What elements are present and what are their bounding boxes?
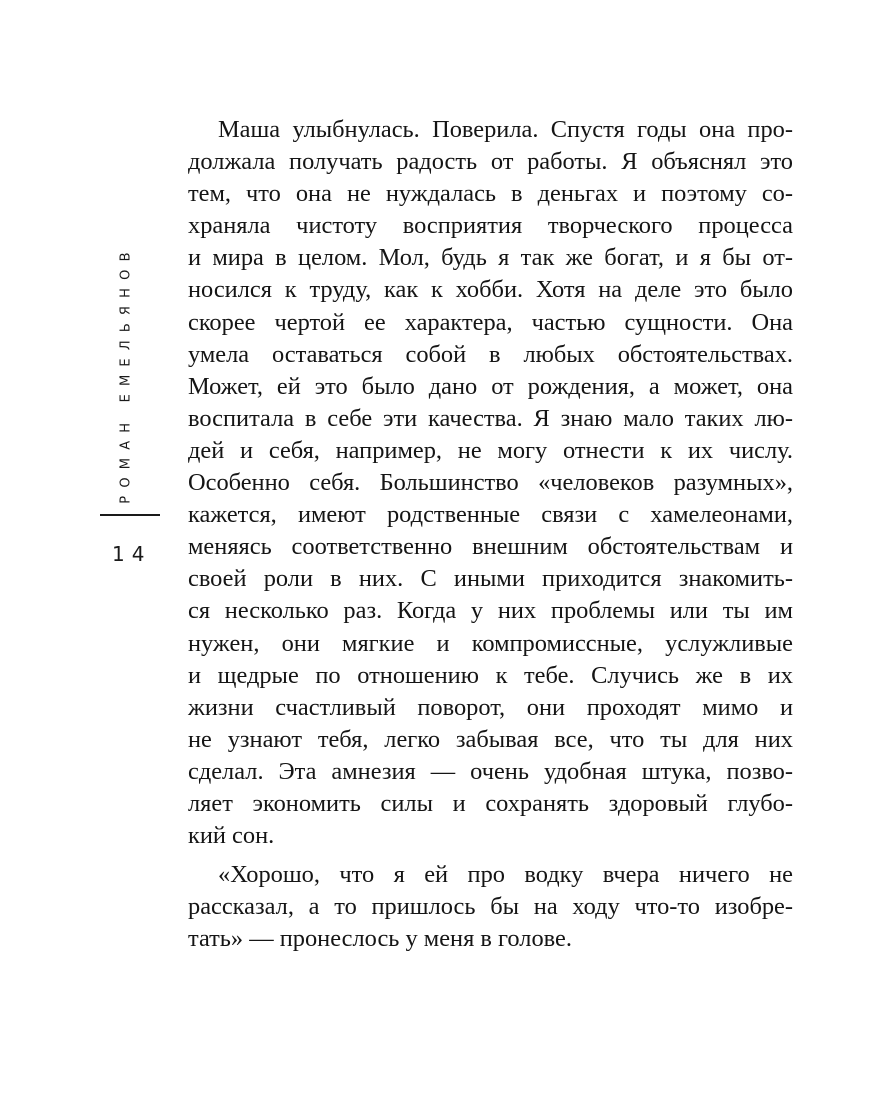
text-line: кажется, имеют родственные связи с хамелеонами, (188, 501, 793, 529)
text-line: рассказал, а то пришлось бы на ходу что-то изобре- (188, 893, 793, 921)
text-line: кий сон. (188, 822, 275, 850)
text-line: должала получать радость от работы. Я объяснял это (188, 148, 793, 176)
text-line: ляет экономить силы и сохранять здоровый глубо- (188, 789, 793, 817)
body-text (188, 114, 793, 955)
text-line: скорее чертой ее характера, частью сущности. Она (188, 308, 793, 336)
paragraph-2 (188, 859, 793, 955)
paragraph-1 (188, 114, 793, 852)
text-line: сделал. Эта амнезия — очень удобная штука, позво- (188, 757, 793, 785)
text-line: жизни счастливый поворот, они проходят мимо и (188, 693, 793, 721)
paragraph-spacing (188, 852, 793, 859)
text-line: воспитала в себе эти качества. Я знаю мало таких лю- (188, 404, 793, 432)
text-line: дей и себя, например, не могу отнести к их числу. (188, 436, 793, 464)
text-line: тем, что она не нуждалась в деньгах и поэтому со- (188, 180, 793, 208)
text-line: храняла чистоту восприятия творческого процесса (188, 212, 793, 240)
text-line: ся несколько раз. Когда у них проблемы или ты им (188, 597, 793, 625)
text-line: и мира в целом. Мол, будь я так же богат, и я бы от- (188, 244, 793, 272)
text-line: своей роли в них. С иными приходится знакомить- (188, 565, 793, 593)
text-line: умела оставаться собой в любых обстоятельствах. (188, 340, 793, 368)
text-line: нужен, они мягкие и компромиссные, услужливые (188, 629, 793, 657)
text-line: тать» — пронеслось у меня в голове. (188, 925, 572, 953)
text-line: и щедрые по отношению к тебе. Случись же в их (188, 661, 793, 689)
text-line: носился к труду, как к хобби. Хотя на деле это было (188, 276, 793, 304)
running-head (116, 244, 136, 504)
text-line: Особенно себя. Большинство «человеков разумных», (188, 469, 793, 497)
text-line: Может, ей это было дано от рождения, а может, она (188, 372, 793, 400)
folio-rule (100, 514, 160, 516)
text-line: «Хорошо, что я ей про водку вчера ничего не (218, 861, 793, 889)
page-number: 14 (112, 542, 152, 566)
text-line: Маша улыбнулась. Поверила. Спустя годы она про- (218, 116, 793, 143)
text-line: меняясь соответственно внешним обстоятельствам и (188, 533, 793, 561)
text-line: не узнают тебя, легко забывая все, что ты для них (188, 725, 793, 753)
author-name: РОМАН ЕМЕЛЬЯНОВ (118, 244, 134, 504)
